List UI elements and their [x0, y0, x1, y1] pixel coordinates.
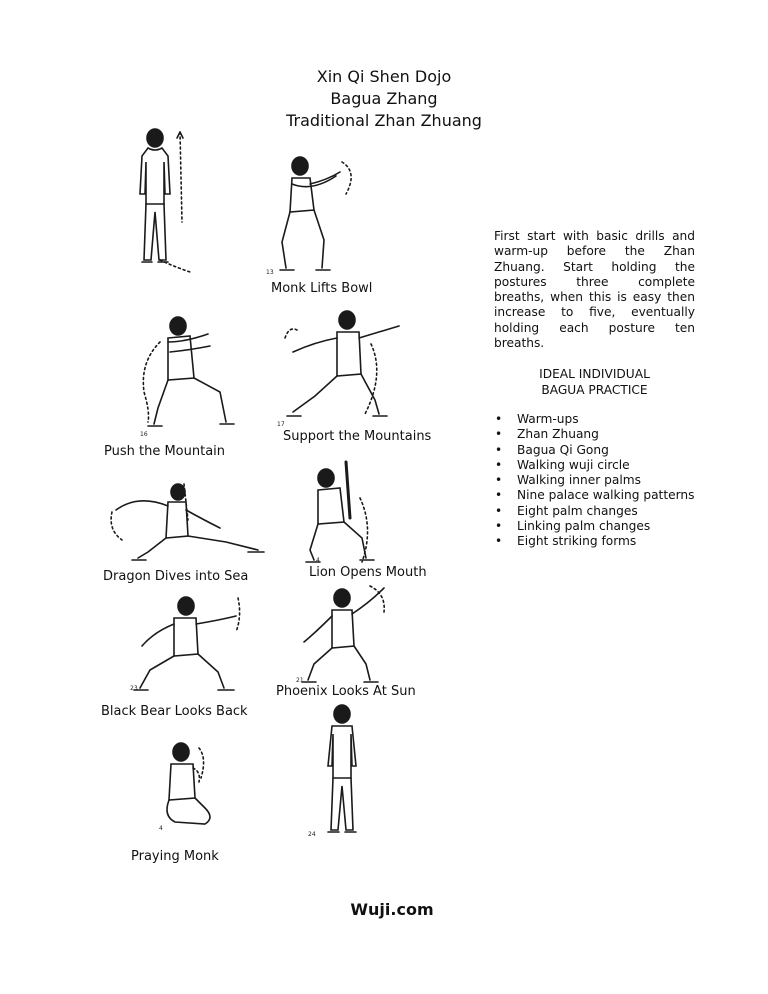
title-dojo: Xin Qi Shen Dojo: [316, 67, 452, 86]
list-item: • Walking wuji circle: [494, 458, 695, 473]
fig-number: 17: [277, 421, 285, 428]
list-item: • Linking palm changes: [494, 519, 695, 534]
caption-monk-lifts-bowl: Monk Lifts Bowl: [271, 281, 373, 296]
caption-phoenix: Phoenix Looks At Sun: [276, 684, 416, 699]
title-style: Bagua Zhang: [330, 89, 438, 108]
fig-number: 4: [159, 825, 163, 832]
figure-push-the-mountain: [130, 312, 240, 442]
practice-heading: [494, 366, 695, 398]
list-item: • Nine palace walking patterns: [494, 488, 695, 503]
fig-number: 16: [140, 431, 148, 438]
list-item: • Eight striking forms: [494, 534, 695, 549]
list-item: • Eight palm changes: [494, 504, 695, 519]
caption-dragon-dives: Dragon Dives into Sea: [103, 569, 249, 584]
list-item: • Bagua Qi Gong: [494, 443, 695, 458]
figure-black-bear: [120, 592, 250, 694]
figure-monk-lifts-bowl: [262, 150, 382, 280]
figure-support-the-mountains: [275, 304, 415, 429]
footer-site: Wuji.com: [350, 900, 434, 919]
caption-lion-opens-mouth: Lion Opens Mouth: [309, 565, 427, 580]
list-item: • Warm-ups: [494, 412, 695, 427]
figure-phoenix: [286, 582, 396, 686]
caption-push-the-mountain: Push the Mountain: [104, 444, 226, 459]
intro-paragraph: First start with basic drills and warm-up before the Zhan Zhuang. Start holding the postures three complete breaths, when this is easy then increase to five, eventually holding each posture ten breaths.: [494, 229, 695, 351]
fig-number: 13: [266, 269, 274, 276]
figure-closing-stance: [306, 700, 386, 840]
list-item: • Zhan Zhuang: [494, 427, 695, 442]
fig-number: 23: [130, 685, 138, 692]
title-practice: Traditional Zhan Zhuang: [286, 111, 482, 130]
fig-number: 24: [308, 831, 316, 838]
practice-heading-line2: BAGUA PRACTICE: [541, 383, 648, 397]
list-item: • Walking inner palms: [494, 473, 695, 488]
figure-lion-opens-mouth: [300, 458, 390, 568]
caption-support-the-mountains: Support the Mountains: [283, 429, 432, 444]
fig-number: 4: [316, 557, 320, 564]
practice-heading-line1: IDEAL INDIVIDUAL: [539, 367, 650, 381]
figure-praying-monk: [155, 738, 225, 834]
figure-dragon-dives: [108, 480, 268, 565]
caption-black-bear: Black Bear Looks Back: [101, 704, 248, 719]
fig-number: 21: [296, 677, 304, 684]
practice-list: [494, 412, 695, 550]
caption-praying-monk: Praying Monk: [131, 849, 219, 864]
figure-opening-stance: [120, 122, 200, 282]
